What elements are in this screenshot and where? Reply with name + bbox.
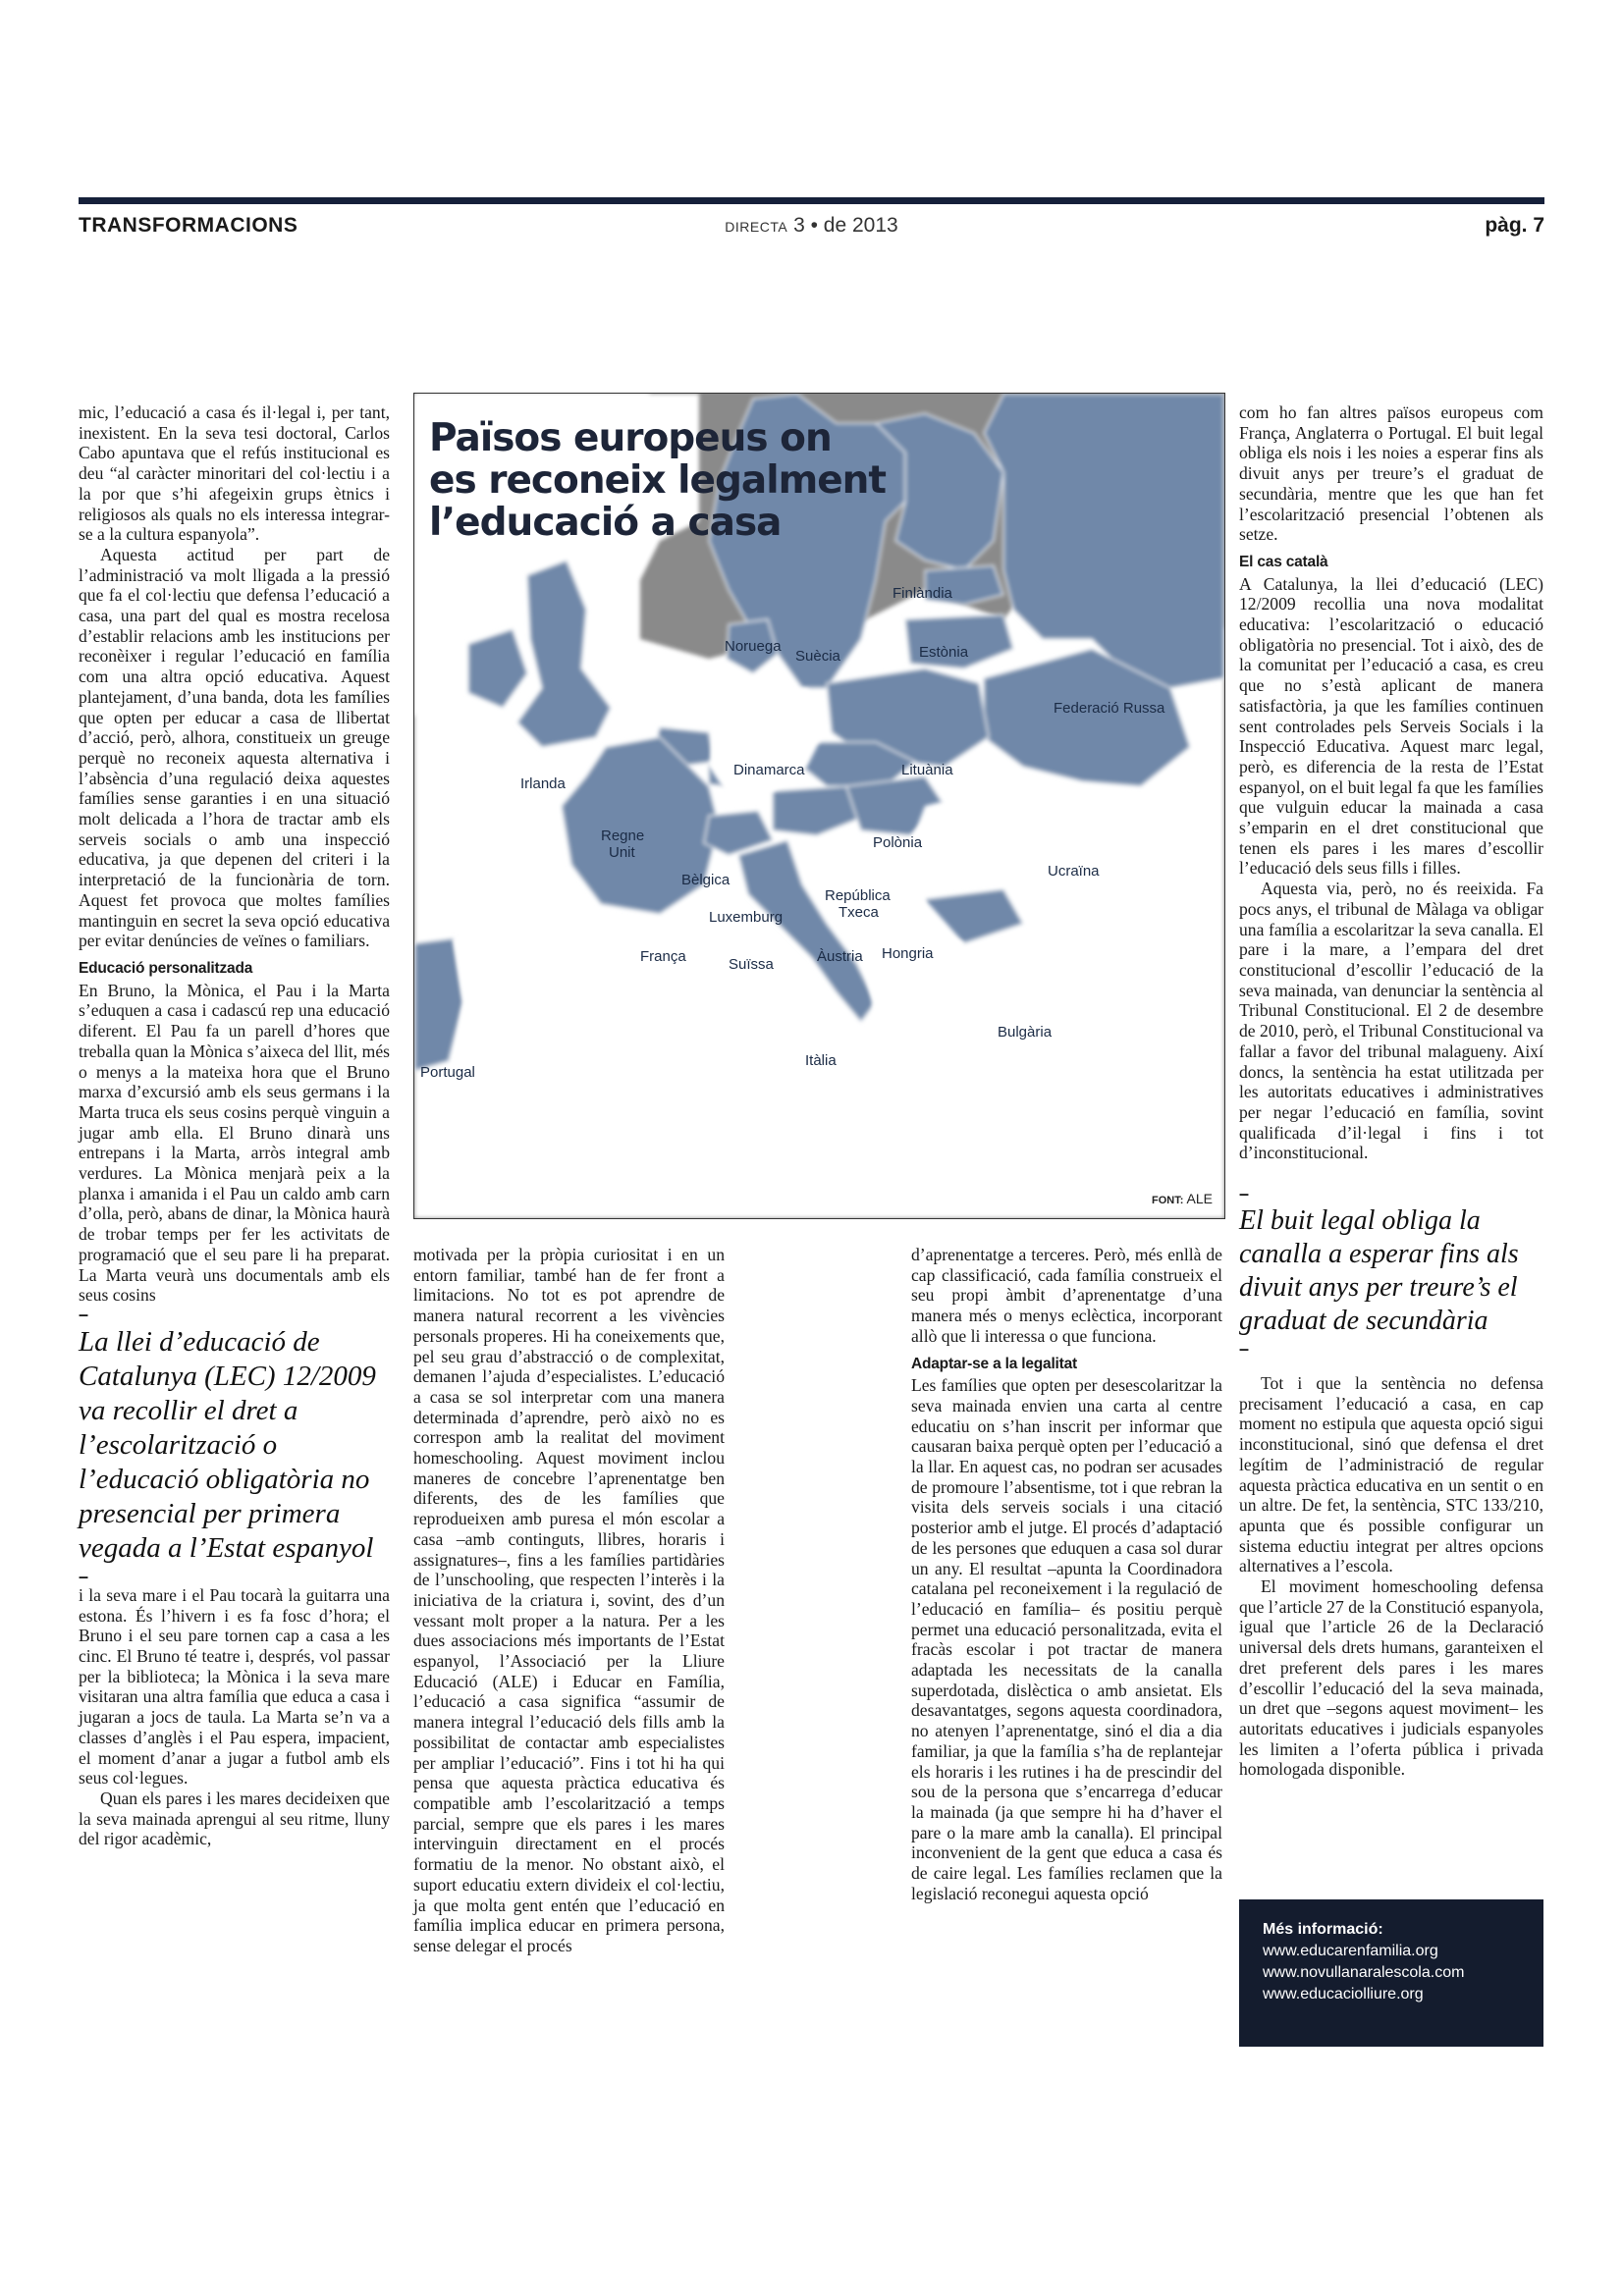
label-finlandia: Finlàndia — [893, 585, 952, 602]
label-regne-unit: Regne Unit — [601, 828, 645, 861]
pull-quote-dash: – — [1239, 1339, 1250, 1360]
map-title — [429, 417, 886, 544]
label-austria: Àustria — [817, 948, 863, 965]
label-italia: Itàlia — [805, 1052, 837, 1069]
label-estonia: Estònia — [919, 644, 969, 661]
paragraph: mic, l’educació a casa és il·legal i, per tant, inexistent. En la seva tesi doctoral, Carlos Cabo apuntava que el refús institucional es deu “al caràcter minoritari del col·lectiu i a la por que s’hi afegeixin grups ètnics i religiosos als quals no els interessa integrar-se a la cultura espanyola”. — [79, 402, 390, 545]
label-belgica: Bèlgica — [681, 872, 730, 888]
paragraph: Les famílies que opten per desescolaritzar la seva mainada envien una carta al centre educatiu on s’han inscrit per informar que causaran baixa perquè opten per l’educació a la llar. En aquest cas, no podran ser acusades de promoure l’absentisme, tot i que rebran la visita dels serveis socials i una citació posterior amb el jutge. El procés d’adaptació de les persones que eduquen a casa sol durar un any. El resultat –apunta la Coordinadora catalana pel reconeixement i la regulació de l’educació en família– és positiu perquè permet una educació personalitzada, evita el fracàs escolar i pot tractar de manera adaptada les necessitats de la canalla superdotada, dislèctica o amb ansietat. Els desavantatges, segons aquesta coordinadora, no atenyen l’aprenentatge, sinó el dia a dia familiar, ja que la família s’ha de replantejar els horaris i les rutines i ha de prescindir del sou de la persona que s’encarrega d’educar la mainada (ja que sempre hi ha d’haver el pare o la mare amb la canalla). El principal inconvenient de la gent que educa a casa és de caire legal. Les famílies reclamen que la legislació reconegui aquesta opció — [911, 1375, 1222, 1903]
map-title-line: es reconeix legalment — [429, 458, 887, 503]
pull-quote-dash: – — [79, 1304, 89, 1324]
label-franca: França — [640, 948, 686, 965]
info-link[interactable]: www.novullanaralescola.com — [1263, 1964, 1465, 1981]
more-info-title: Més informació: — [1263, 1921, 1383, 1938]
pull-quote-dash: – — [1239, 1184, 1250, 1204]
article-column-1 — [79, 402, 390, 1849]
issue-date: 3 • de 2013 — [793, 214, 898, 237]
paragraph: motivada per la pròpia curiositat i en un entorn familiar, també han de fer front a limitacions. No tot es pot aprendre de manera natural recorrent a les vivències personals properes. Hi ha coneixements que, pel seu grau d’abstracció o de complexitat, demanen l’ajuda d’especialistes. L’educació a casa se sol interpretar com una manera determinada d’aprendre, però això no es correspon amb la realitat del moviment homeschooling. Aquest moviment inclou maneres de concebre l’aprenentatge ben diferents, des de les famílies que reprodueixen amb puresa el món escolar a casa –amb continguts, llibres, horaris i assignatures–, fins a les famílies partidàries de l’unschooling, que respecten l’interès i la iniciativa de la criatura i, sovint, des d’un vessant molt proper a la natura. Per a les dues associacions més importants de l’Estat espanyol, l’Associació per la Lliure Educació (ALE) i Educar en Família, l’educació a casa significa “assumir de manera integral l’educació dels fills amb la possibilitat de contactar amb especialistes per ampliar l’educació”. Fins i tot hi ha qui pensa que aquesta pràctica educativa és compatible amb l’escolarització a temps parcial, sempre que els pares i les mares intervinguin directament en el procés formatiu de la menor. No obstant això, el suport educatiu extern divideix el col·lectiu, ja que molta gent entén que l’educació en família implica educar en primera persona, sense delegar el procés — [413, 1245, 725, 1955]
label-luxemburg: Luxemburg — [709, 909, 784, 926]
label-dinamarca: Dinamarca — [733, 762, 805, 778]
paragraph: Aquesta via, però, no és reeixida. Fa pocs anys, el tribunal de Màlaga va obligar una família a escolaritzar la seva canalla. El pare i la mare, a l’empara del dret constitucional d’escollir l’educació de la seva mainada, van denunciar la sentència al Tribunal Constitucional. El 2 de desembre de 2010, però, el Tribunal Constitucional va fallar a favor del tribunal malagueny. Així doncs, la sentència ha estat utilitzada per les autoritats educatives i administratives per negar l’educació en família, sovint qualificada d’il·legal i fins i tot d’inconstitucional. — [1239, 879, 1543, 1163]
source-label: FONT: — [1152, 1195, 1184, 1206]
info-link[interactable]: www.educarenfamilia.org — [1263, 1943, 1438, 1959]
paragraph: d’aprenentatge a terceres. Però, més enllà de cap classificació, cada família construeix el seu propi àmbit d’aprenentatge d’una manera més o menys eclèctica, incorporant allò que li interessa o que funciona. — [911, 1245, 1222, 1346]
paragraph: En Bruno, la Mònica, el Pau i la Marta s’eduquen a casa i cadascú rep una educació diferent. El Pau fa un parell d’hores que treballa quan la Mònica s’aixeca del llit, més o menys a la mateixa hora que el Bruno marxa d’excursió amb els seus germans i la Marta truca els seus cosins perquè vinguin a jugar amb ella. El Bruno dinarà uns entrepans i la Marta, arròs integral amb verdures. La Mònica menjarà peix a la planxa i amanida i el Pau un caldo amb carn d’olla, però, abans de dinar, la Mònica haurà de trobar temps per fer les activitats de programació que el seu pare li ha preparat. La Marta veurà uns documentals amb els seus cosins — [79, 980, 390, 1306]
article-column-3 — [911, 1245, 1222, 1904]
label-noruega: Noruega — [725, 638, 782, 655]
pull-quote-dash: – — [79, 1566, 89, 1586]
section-title: TRANSFORMACIONS — [79, 214, 298, 237]
paragraph: El moviment homeschooling defensa que l’article 27 de la Constitució espanyola, igual que l’article 26 de la Declaració universal dels drets humans, garanteixen el dret preferent dels pares i les mares d’escollir l’educació del la seva mainada, un dret que –segons aquest moviment– les autoritats educatives i judicials espanyoles les limiten a l’oferta pública i privada homologada disponible. — [1239, 1576, 1543, 1780]
pull-quote: La llei d’educació de Catalunya (LEC) 12/2009 va recollir el dret a l’escolarització o l’educació obligatòria no presencial per primera vegada a l’Estat espanyol — [79, 1325, 376, 1564]
paragraph: A Catalunya, la llei d’educació (LEC) 12/2009 recollia una nova modalitat educativa: l’escolarització o educació obligatòria no presencial. Tot i això, des de la comunitat per l’educació a casa, es creu que no s’està aplicant de manera satisfactòria, ja que les famílies continuen sent controlades pels Serveis Socials i la Inspecció Educativa. Aquest marc legal, però, es diferencia de la resta de l’Estat espanyol, on el buit legal fa que les famílies que vulguin educar la mainada a casa s’emparin en el dret constitucional que tenen els pares i les mares d’escollir l’educació dels seus fills i filles. — [1239, 573, 1543, 879]
source-value: ALE — [1186, 1191, 1213, 1206]
header-rule — [79, 197, 1544, 204]
paragraph: Tot i que la sentència no defensa precisament l’educació a casa, en cap moment no estipula que aquesta opció sigui inconstitucional, sinó que defensa el dret legítim de l’administració de regular aquesta pràctica educativa en un sentit o en un altre. De fet, la sentència, STC 133/210, apunta que és possible configurar un sistema eductiu integrat per altres opcions alternatives a l’escola. — [1239, 1373, 1543, 1576]
europe-map-figure — [413, 393, 1225, 1219]
label-russia: Federació Russa — [1054, 700, 1165, 717]
paragraph: Aquesta actitud per part de l’administració va molt lligada a la pressió que fa el col·lectiu que defensa l’educació a casa, una part del qual es mostra recelosa d’establir relacions amb les institucions per reconèixer i regular l’educació en família com una altra opció educativa. Aquest plantejament, d’una banda, dota les famílies que opten per educar a casa de llibertat d’acció, però, alhora, constitueix un greuge perquè no reconeix aquesta alternativa i l’absència d’una regulació deixa aquestes famílies sense garanties i en una situació molt delicada a l’hora de tractar amb els serveis socials o amb una inspecció educativa, ja que depenen del criteri i la interpretació de la funcionària de torn. Aquest fet provoca que moltes famílies mantinguin en secret la seva opció educativa per evitar denúncies de veïnes o familiars. — [79, 544, 390, 951]
label-ucraina: Ucraïna — [1048, 863, 1100, 880]
label-bulgaria: Bulgària — [998, 1024, 1053, 1041]
label-suissa: Suïssa — [729, 956, 774, 973]
map-title-line: l’educació a casa — [429, 501, 782, 545]
label-polonia: Polònia — [873, 834, 923, 851]
subheading: El cas català — [1239, 553, 1328, 570]
issue-info — [0, 214, 1623, 238]
label-lituania: Lituània — [901, 762, 953, 778]
page-number: pàg. 7 — [1485, 214, 1544, 237]
map-title-line: Països europeus on — [429, 416, 832, 460]
label-portugal: Portugal — [420, 1064, 475, 1081]
more-info-box — [1239, 1899, 1543, 2047]
subheading: Educació personalitzada — [79, 959, 253, 977]
publication-name: DIRECTA — [725, 219, 788, 235]
label-suecia: Suècia — [795, 648, 840, 665]
map-source — [1152, 1191, 1213, 1206]
label-republica-txeca: República Txeca — [825, 887, 891, 921]
label-hongria: Hongria — [882, 945, 934, 962]
paragraph: Quan els pares i les mares decideixen que la seva mainada aprengui al seu ritme, lluny del rigor acadèmic, — [79, 1788, 390, 1849]
paragraph: i la seva mare i el Pau tocarà la guitarra una estona. És l’hivern i es fa fosc d’hora; el Bruno i el seu pare tornen cap a casa a les cinc. El Bruno té teatre i, després, vol passar per la biblioteca; la Mònica i la seva mare visitaran una altra família que educa a casa i jugaran a jocs de taula. La Marta se’n va a classes d’anglès i el Pau espera, impacient, el moment d’anar a jugar a futbol amb els seus col·legues. — [79, 1584, 390, 1789]
article-column-4 — [1239, 402, 1543, 1780]
subheading: Adaptar-se a la legalitat — [911, 1355, 1078, 1372]
label-irlanda: Irlanda — [520, 775, 566, 792]
pull-quote: El buit legal obliga la canalla a esperar fins als divuit anys per treure’s el graduat de secundària — [1239, 1205, 1519, 1337]
region-netherlands — [675, 693, 709, 727]
article-column-2 — [413, 1245, 725, 1956]
paragraph: com ho fan altres països europeus com França, Anglaterra o Portugal. El buit legal obliga els nois i les noies a esperar fins als divuit anys per treure’s el graduat de secundària, mentre que les que han fet l’escolarització presencial l’obtenen als setze. — [1239, 402, 1543, 545]
info-link[interactable]: www.educaciolliure.org — [1263, 1986, 1424, 2002]
